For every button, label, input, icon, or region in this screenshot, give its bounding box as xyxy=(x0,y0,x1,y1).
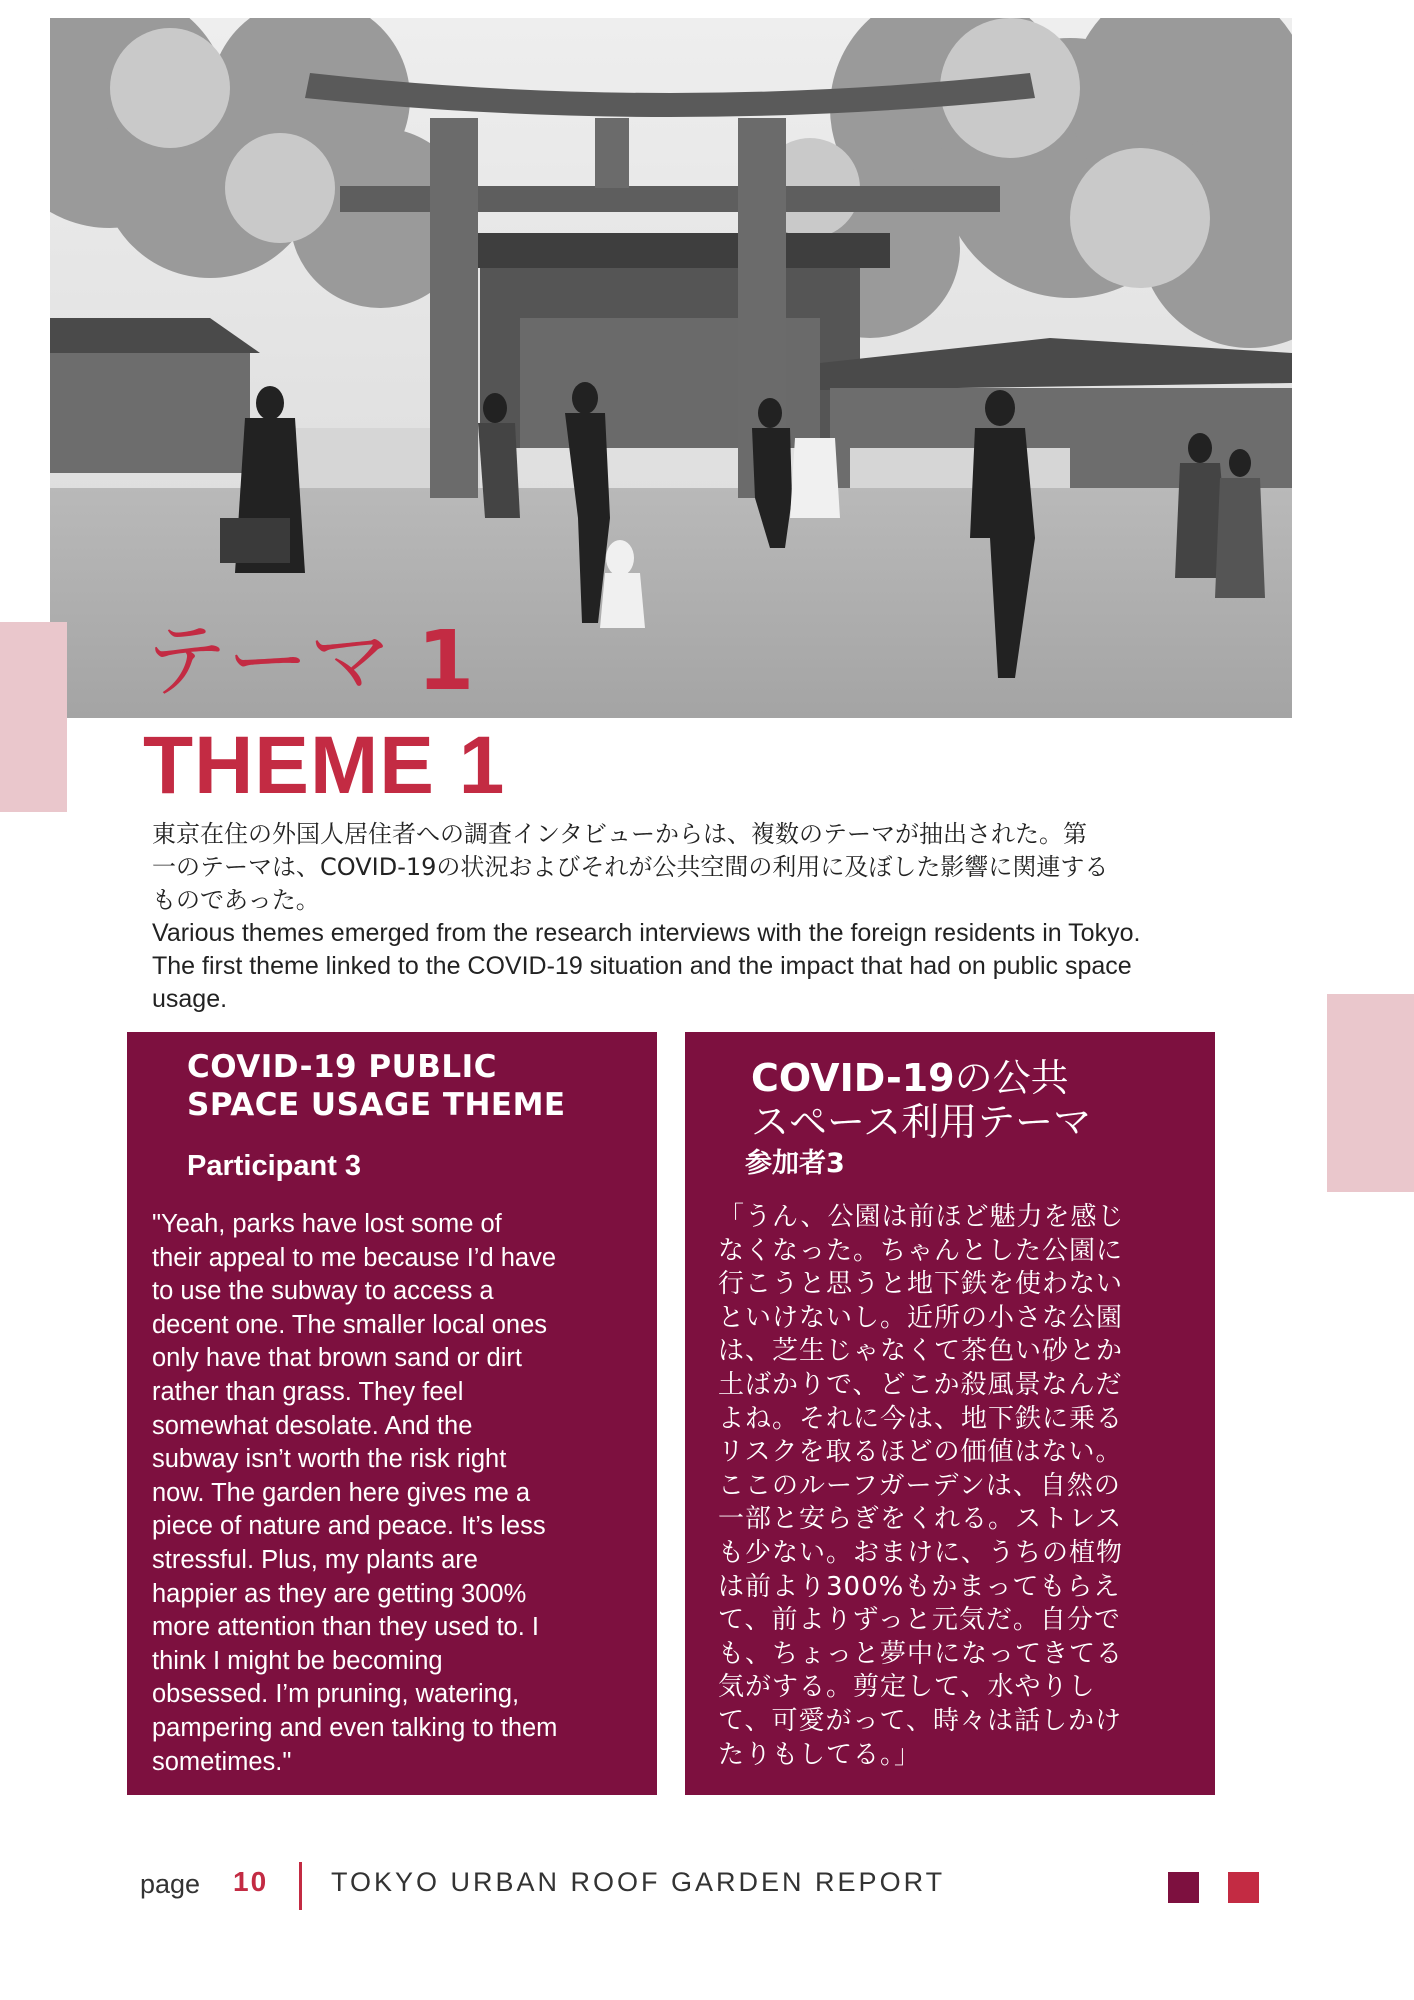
quote-line: は、芝生じゃなくて茶色い砂とか xyxy=(718,1336,1124,1367)
theme-heading-jp xyxy=(145,612,474,712)
decorative-pink-block-left xyxy=(0,622,67,812)
quote-line: now. The garden here gives me a xyxy=(152,1478,531,1507)
decorative-pink-block-right xyxy=(1327,994,1414,1192)
quote-line: pampering and even talking to them xyxy=(152,1713,558,1742)
quote-line: も少ない。おまけに、うちの植物 xyxy=(718,1537,1124,1568)
quote-line: も、ちょっと夢中になってきてる xyxy=(718,1638,1124,1669)
participant-quote-jp xyxy=(718,1201,1158,1772)
quote-line: 土ばかりで、どこか殺風景なんだ xyxy=(718,1369,1123,1400)
intro-en-line: The first theme linked to the COVID-19 situation and the impact that had on public space xyxy=(152,952,1132,980)
participant-label-en: Participant 3 xyxy=(187,1150,362,1182)
card-title-en xyxy=(187,1048,566,1124)
card-title-en-line: SPACE USAGE THEME xyxy=(187,1087,566,1123)
card-title-jp-bold: COVID-19 xyxy=(751,1056,955,1100)
theme-heading-jp-text: テーマ xyxy=(145,614,392,709)
quote-line: よね。それに今は、地下鉄に乗る xyxy=(718,1403,1124,1434)
quote-line: といけないし。近所の小さな公園 xyxy=(718,1302,1124,1333)
quote-line: なくなった。ちゃんとした公園に xyxy=(718,1235,1124,1266)
quote-card-en xyxy=(127,1032,657,1795)
footer-page-number: 10 xyxy=(233,1866,269,1897)
quote-line: subway isn’t worth the risk right xyxy=(152,1445,507,1474)
intro-jp xyxy=(152,818,1272,917)
quote-line: たりもしてる。」 xyxy=(718,1739,922,1770)
card-title-en-line: COVID-19 PUBLIC xyxy=(187,1049,497,1085)
intro-paragraph xyxy=(152,818,1272,1016)
quote-line: only have that brown sand or dirt xyxy=(152,1344,522,1373)
footer-square-red xyxy=(1228,1872,1259,1903)
quote-card-jp xyxy=(685,1032,1215,1795)
card-title-jp-line2: スペース利用テーマ xyxy=(751,1100,1092,1144)
intro-jp-line: 一のテーマは、COVID-19の状況およびそれが公共空間の利用に及ぼした影響に関連する xyxy=(152,853,1109,881)
intro-en-line: Various themes emerged from the research interviews with the foreign residents in Tokyo. xyxy=(152,919,1141,947)
quote-line: て、可愛がって、時々は話しかけ xyxy=(718,1705,1122,1736)
intro-en xyxy=(152,917,1272,1016)
quote-line: somewhat desolate. And the xyxy=(152,1411,473,1440)
quote-line: their appeal to me because I’d have xyxy=(152,1243,557,1272)
quote-line: obsessed. I’m pruning, watering, xyxy=(152,1680,520,1709)
theme-heading-jp-number: 1 xyxy=(417,614,475,709)
quote-line: piece of nature and peace. It’s less xyxy=(152,1512,546,1541)
quote-line: more attention than they used to. I xyxy=(152,1613,539,1642)
footer-divider xyxy=(299,1862,302,1910)
participant-label-jp: 参加者3 xyxy=(745,1148,845,1179)
intro-en-line: usage. xyxy=(152,985,228,1013)
quote-line: think I might be becoming xyxy=(152,1646,443,1675)
quote-line: 「うん、公園は前ほど魅力を感じ xyxy=(718,1202,1125,1232)
quote-line: ここのルーフガーデンは、自然の xyxy=(718,1470,1121,1501)
card-title-jp-rest: の公共 xyxy=(954,1056,1069,1100)
quote-line: stressful. Plus, my plants are xyxy=(152,1545,478,1574)
footer-page-label: page xyxy=(140,1869,201,1899)
quote-line: decent one. The smaller local ones xyxy=(152,1310,548,1339)
quote-line: 気がする。剪定して、水やりし xyxy=(718,1672,1096,1703)
footer-square-dark xyxy=(1168,1872,1199,1903)
footer-report-title: TOKYO URBAN ROOF GARDEN REPORT xyxy=(331,1867,946,1897)
quote-line: て、前よりずっと元気だ。自分で xyxy=(718,1605,1121,1636)
participant-quote-en xyxy=(152,1208,622,1779)
card-title-jp-line1 xyxy=(751,1056,1091,1100)
quote-line: to use the subway to access a xyxy=(152,1277,494,1306)
quote-line: 行こうと思うと地下鉄を使わない xyxy=(718,1269,1124,1300)
intro-jp-line: ものであった。 xyxy=(152,886,320,914)
quote-line: は前より300%もかまってもらえ xyxy=(718,1571,1121,1602)
theme-heading-en: THEME 1 xyxy=(143,720,506,811)
intro-jp-line: 東京在住の外国人居住者への調査インタビューからは、複数のテーマが抽出された。第 xyxy=(152,820,1088,848)
quote-line: rather than grass. They feel xyxy=(152,1377,464,1406)
quote-line: "Yeah, parks have lost some of xyxy=(152,1210,502,1238)
card-title-jp xyxy=(751,1056,1091,1144)
quote-line: リスクを取るほどの価値はない。 xyxy=(718,1437,1123,1468)
quote-line: 一部と安らぎをくれる。ストレス xyxy=(718,1504,1123,1535)
quote-line: happier as they are getting 300% xyxy=(152,1579,527,1608)
quote-line: sometimes." xyxy=(152,1747,292,1776)
